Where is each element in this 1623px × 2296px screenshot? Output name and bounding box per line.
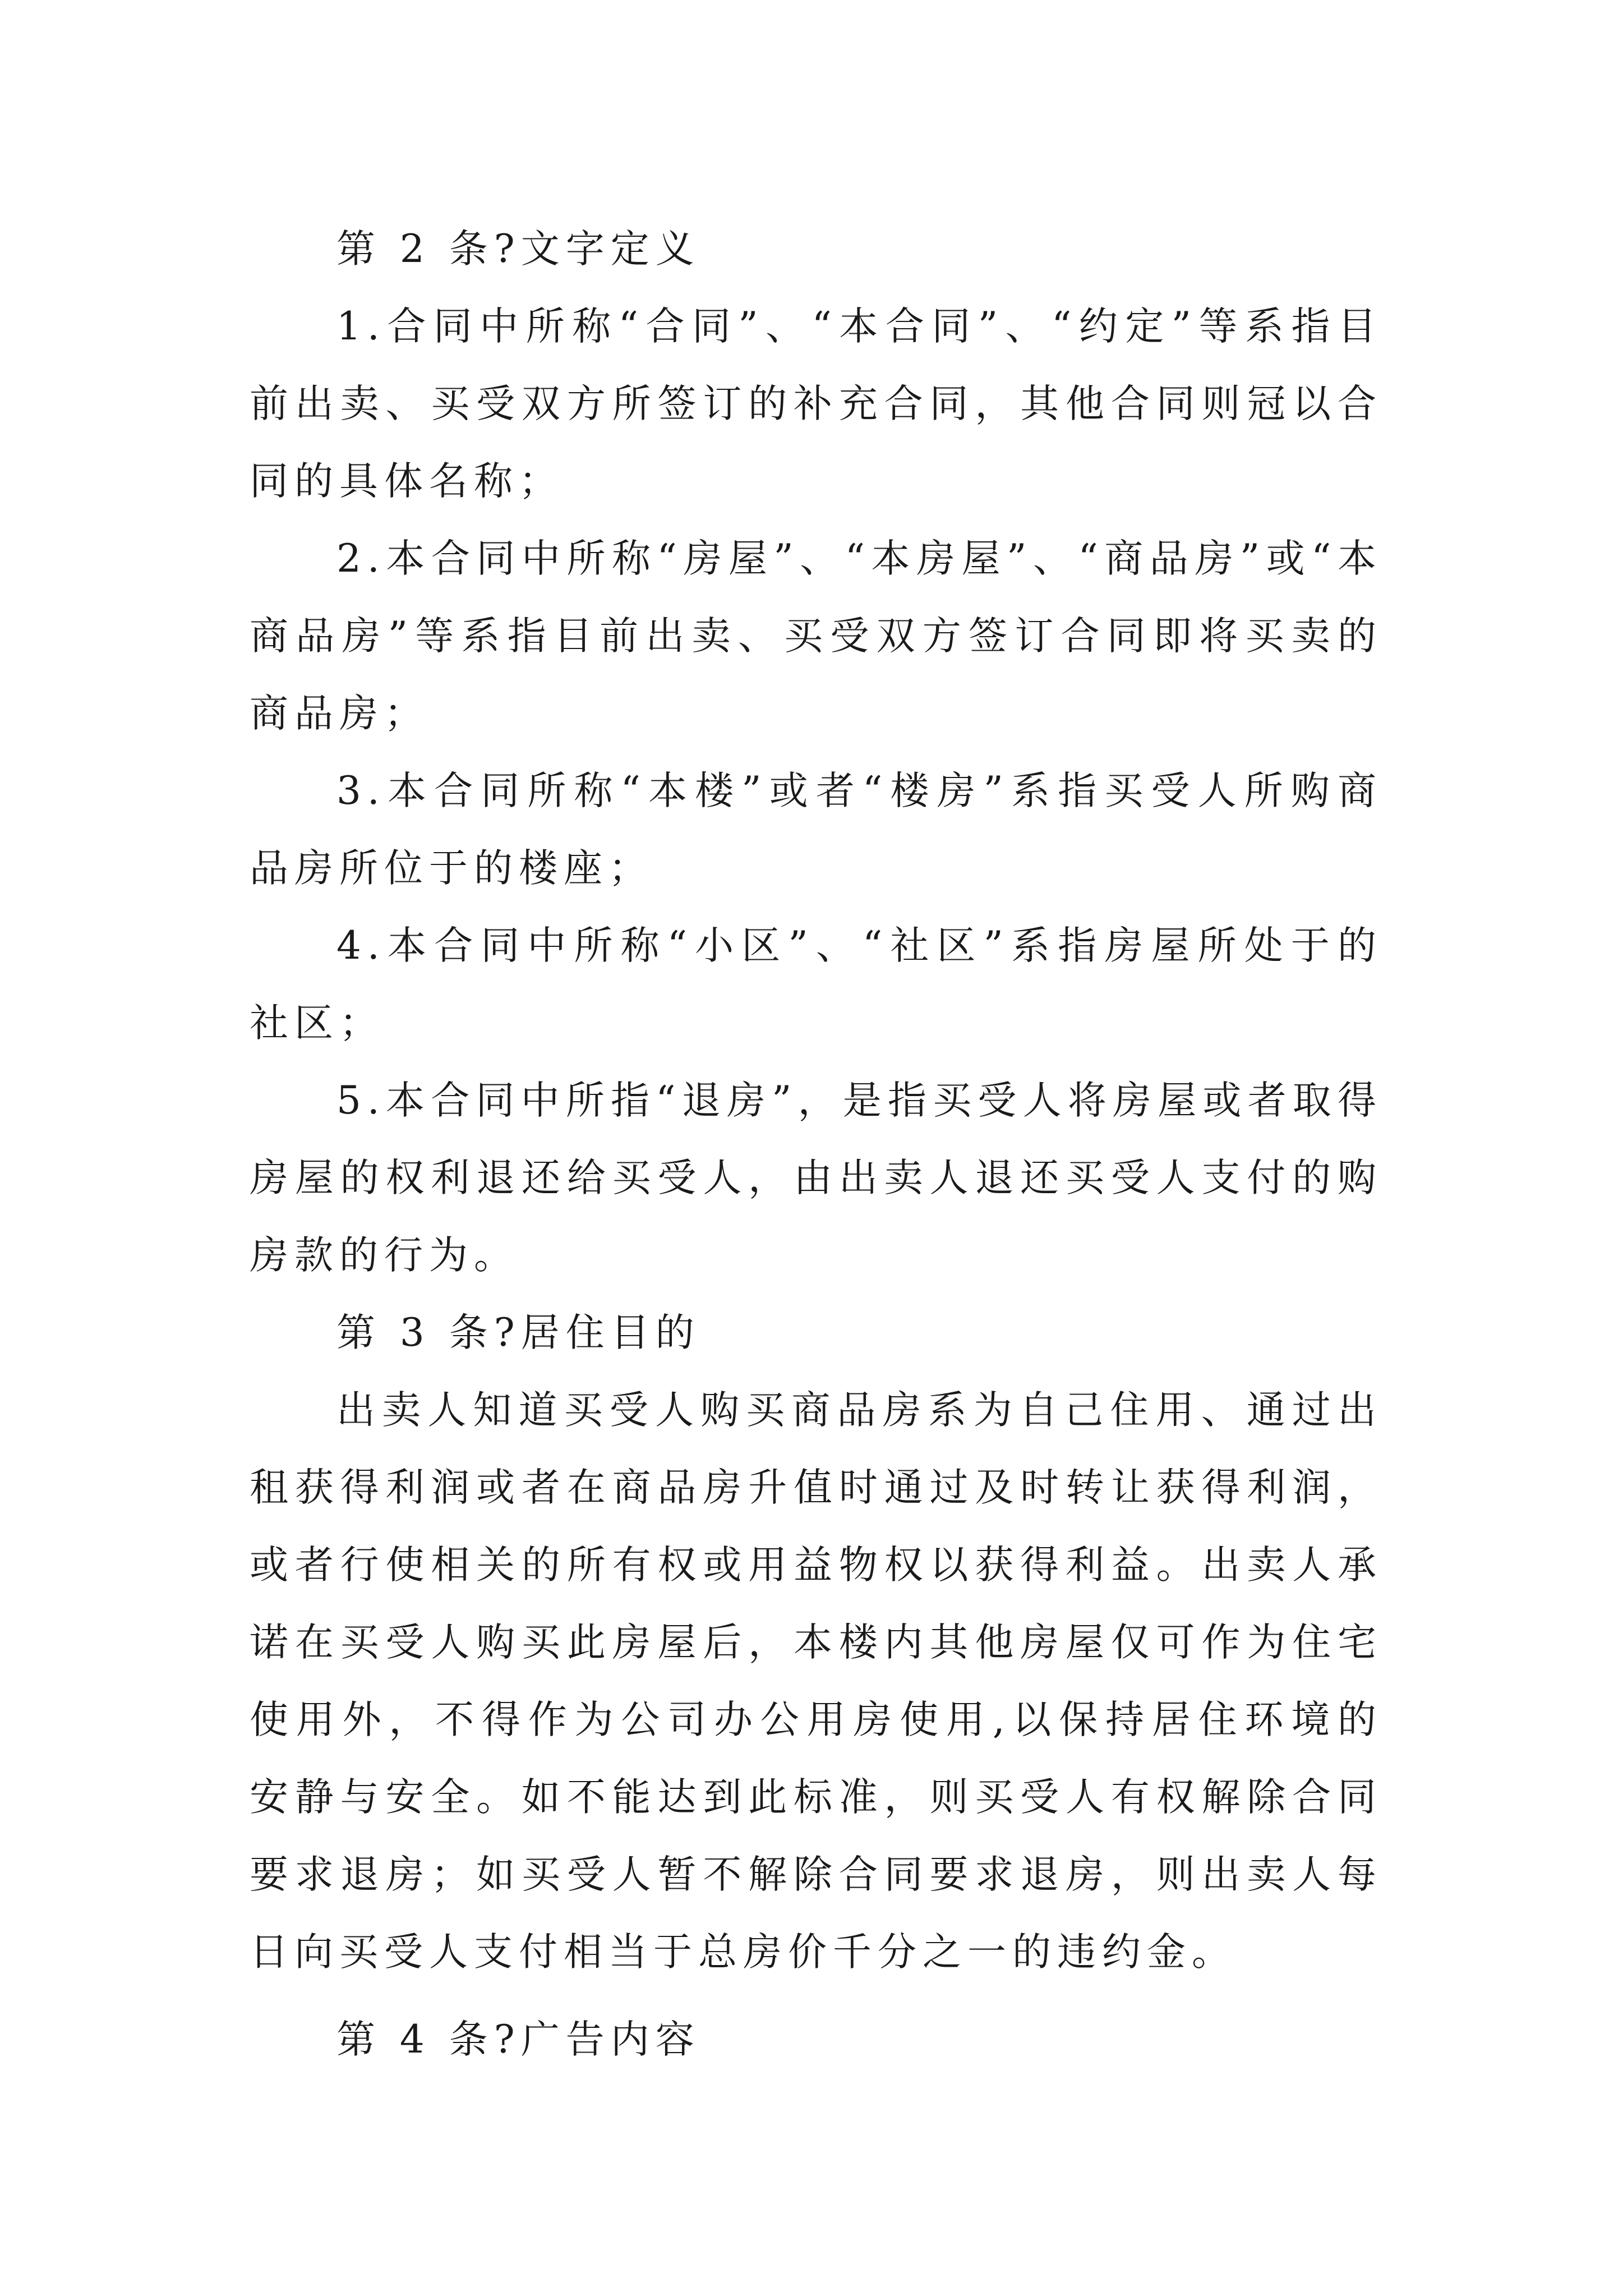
article-2-clause-4: 4.本合同中所称“小区”、“社区”系指房屋所处于的社区； (250, 923, 1382, 1046)
article-4-heading: 第 4 条?广告内容 (336, 2017, 700, 2062)
article-3-body: 出卖人知道买受人购买商品房系为自己住用、通过出租获得利润或者在商品房升值时通过及时转让获得利润，或者行使相关的所有权或用益物权以获得利益。出卖人承诺在买受人购买此房屋后，本楼内其他房屋仅可作为住宅使用外，不得作为公司办公用房使用,以保持居住环境的安静与安全。如不能达到此标准，则买受人有权解除合同要求退房；如买受人暂不解除合同要求退房，则出卖人每日向买受人支付相当于总房价千分之一的违约金。 (250, 1388, 1382, 1975)
article-2-heading: 第 2 条?文字定义 (336, 227, 700, 272)
article-2-clause-3: 3.本合同所称“本楼”或者“楼房”系指买受人所购商品房所位于的楼座； (250, 769, 1382, 891)
article-2-clause-1: 1.合同中所称“合同”、“本合同”、“约定”等系指目前出卖、买受双方所签订的补充合同，其他合同则冠以合同的具体名称； (250, 304, 1382, 504)
article-2-clause-2: 2.本合同中所称“房屋”、“本房屋”、“商品房”或“本商品房”等系指目前出卖、买受双方签订合同即将买卖的商品房； (250, 536, 1382, 736)
document-body (250, 210, 1382, 2078)
article-3-heading: 第 3 条?居住目的 (336, 1310, 700, 1355)
article-2-clause-5: 5.本合同中所指“退房”，是指买受人将房屋或者取得房屋的权利退还给买受人，由出卖人退还买受人支付的购房款的行为。 (250, 1078, 1382, 1278)
